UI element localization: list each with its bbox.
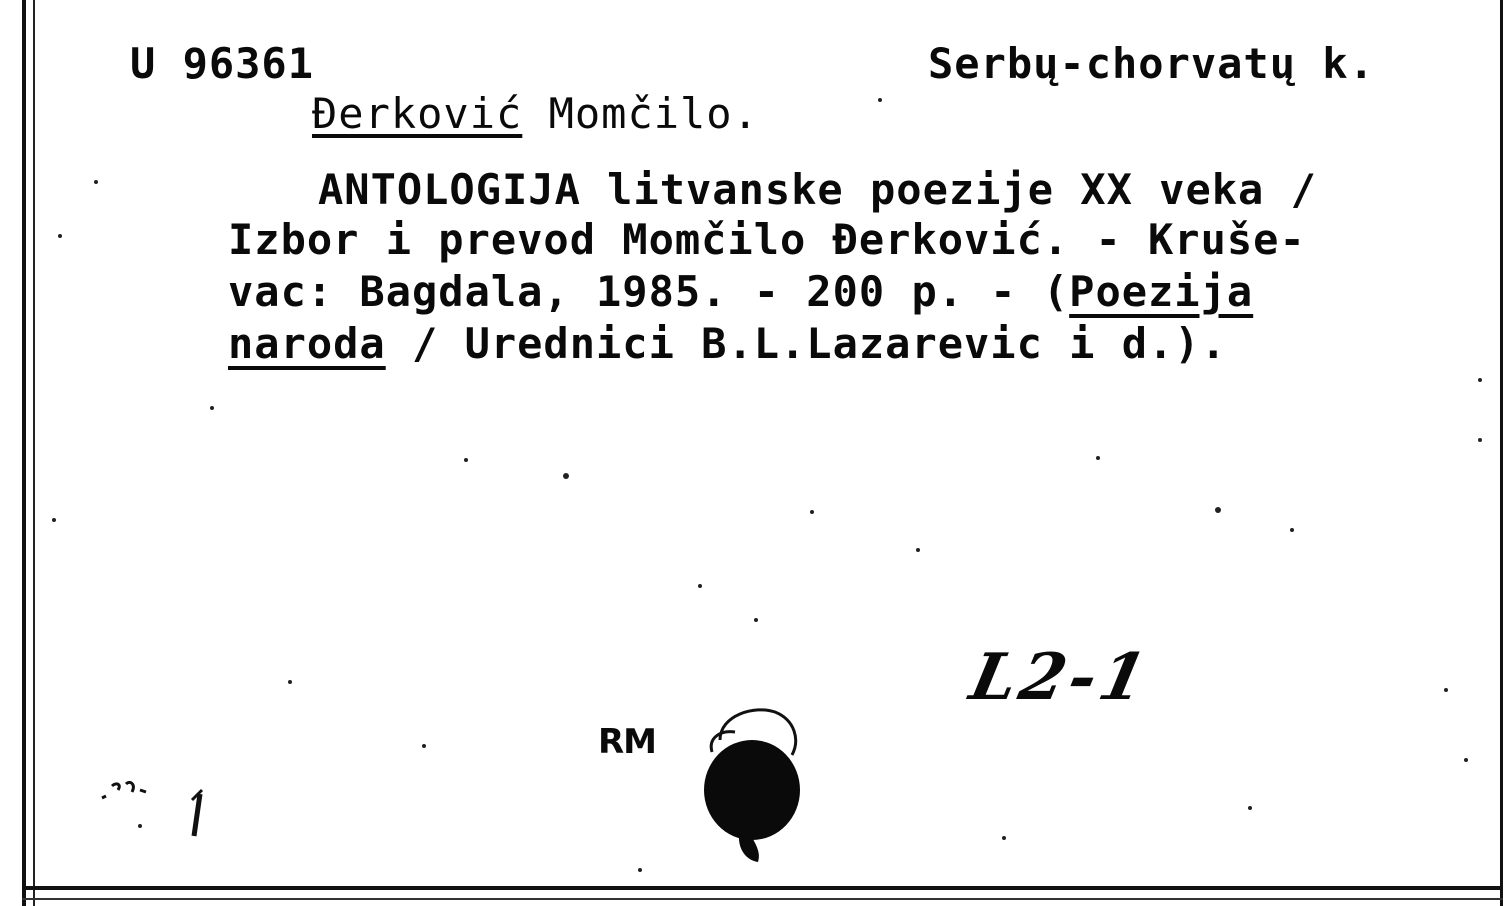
- card-bottom-edge: [22, 886, 1503, 890]
- description-line-2: Izbor i prevod Momčilo Đerković. - Kruše-: [228, 215, 1306, 264]
- author-surname: Đerković: [312, 89, 523, 138]
- author-given-name: Momčilo.: [522, 89, 759, 138]
- series-title-part-2: naroda: [228, 319, 386, 368]
- card-right-edge: [1500, 0, 1503, 906]
- series-title-part-1: Poezija: [1069, 267, 1254, 316]
- handwritten-mark-icon: [100, 770, 220, 840]
- description-line-4: [228, 320, 1227, 368]
- description-line-3: [228, 268, 1253, 316]
- card-bottom-edge-lower: [22, 898, 1503, 900]
- description-line-1: ANTOLOGIJA litvanske poezije XX veka /: [318, 165, 1317, 214]
- card-left-edge-inner: [33, 0, 35, 906]
- ink-blot-icon: [700, 700, 810, 870]
- publication-info: vac: Bagdala, 1985. - 200 p. - (: [228, 267, 1070, 316]
- handwritten-code: L2-1: [964, 640, 1157, 715]
- rm-stamp: RM: [598, 722, 657, 762]
- author-heading: [312, 90, 759, 138]
- call-number: U 96361: [130, 39, 315, 88]
- category-label: Serbų-chorvatų k.: [928, 39, 1375, 88]
- series-editors: / Urednici B.L.Lazarevic i d.).: [385, 319, 1227, 368]
- card-left-edge: [22, 0, 26, 906]
